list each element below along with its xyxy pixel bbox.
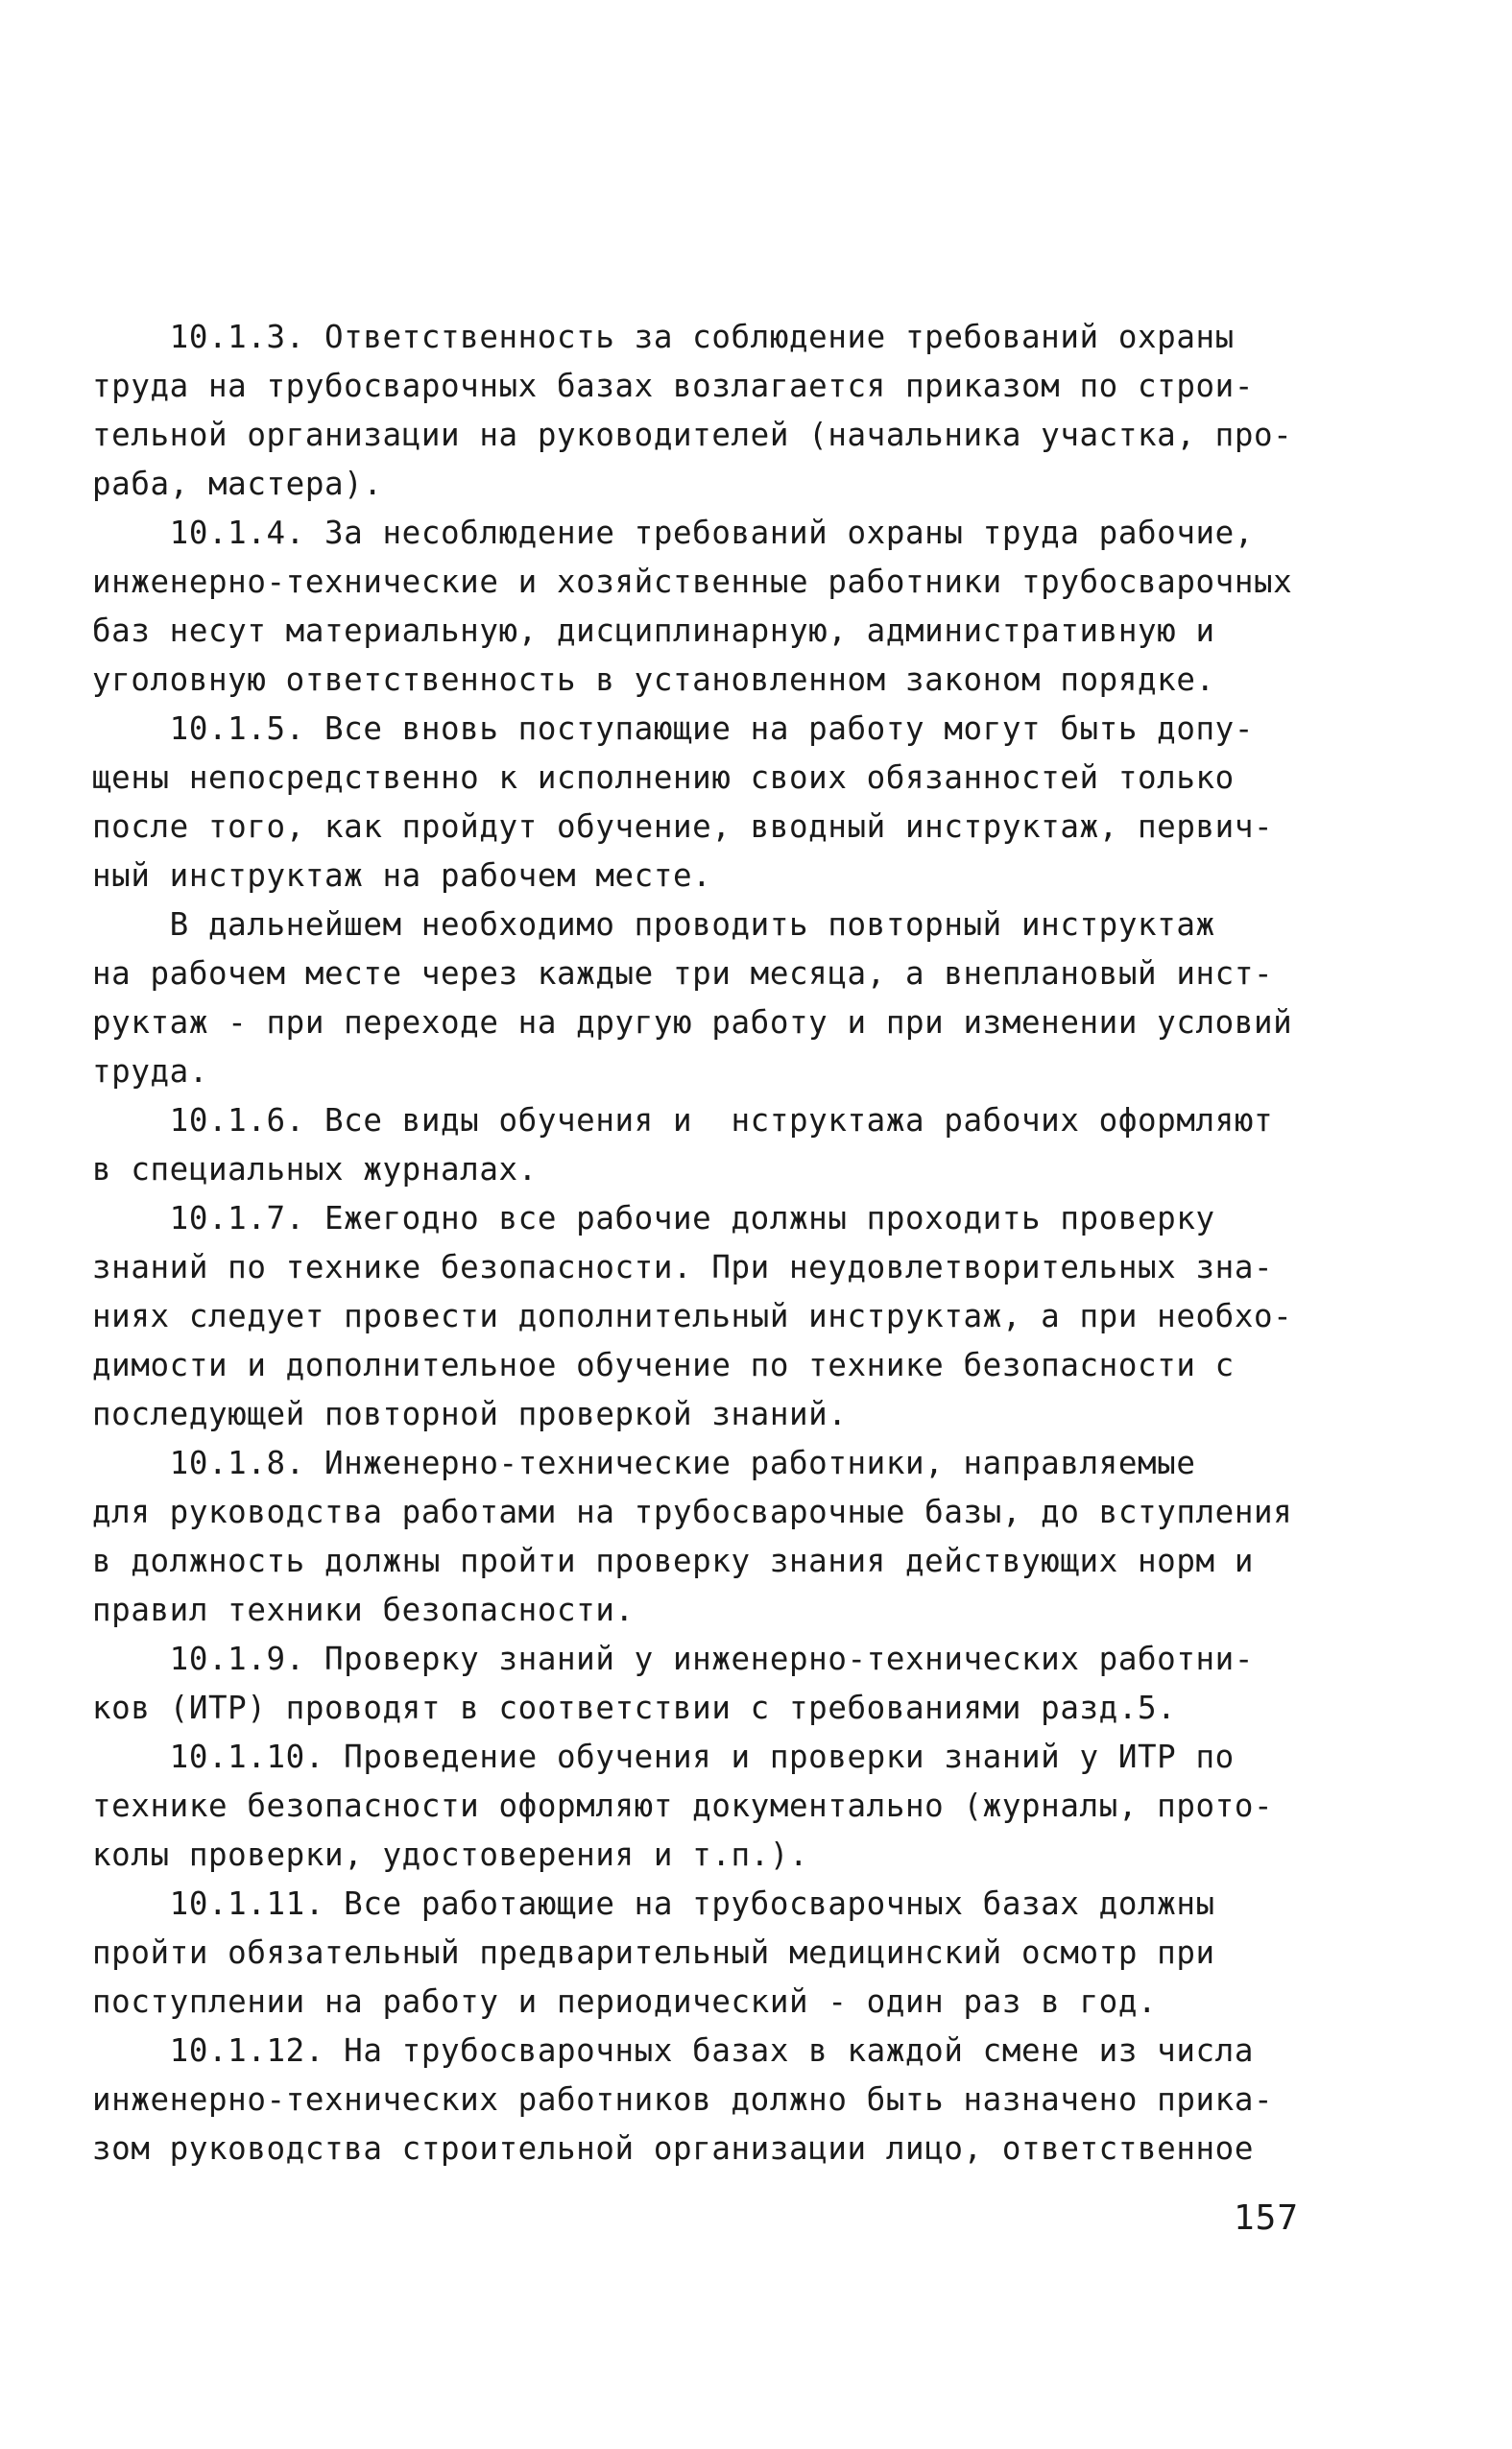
text-line: 10.1.12. На трубосварочных базах в каждой смене из числа [92, 2032, 1254, 2069]
text-line: 10.1.10. Проведение обучения и проверки знаний у ИТР по [92, 1739, 1235, 1775]
text-line: баз несут материальную, дисциплинарную, административную и [92, 612, 1215, 649]
text-line: уголовную ответственность в установленном законом порядке. [92, 661, 1215, 698]
text-line: на рабочем месте через каждые три месяца, а внеплановый инст- [92, 955, 1274, 992]
text-line: ниях следует провести дополнительный инструктаж, а при необхо- [92, 1298, 1293, 1334]
text-line: 10.1.6. Все виды обучения и нструктажа рабочих оформляют [92, 1102, 1274, 1139]
text-line: правил техники безопасности. [92, 1592, 635, 1628]
text-line: 10.1.4. За несоблюдение требований охраны труда рабочие, [92, 515, 1254, 551]
text-line: труда на трубосварочных базах возлагается приказом по строи- [92, 368, 1254, 404]
text-line: раба, мастера). [92, 466, 383, 502]
text-line: В дальнейшем необходимо проводить повторный инструктаж [92, 906, 1215, 943]
text-line: колы проверки, удостоверения и т.п.). [92, 1837, 809, 1873]
text-line: 10.1.3. Ответственность за соблюдение требований охраны [92, 319, 1235, 355]
body-text [92, 313, 1311, 2173]
text-line: тельной организации на руководителей (начальника участка, про- [92, 417, 1293, 453]
text-line: в специальных журналах. [92, 1151, 538, 1188]
text-line: для руководства работами на трубосварочные базы, до вступления [92, 1494, 1293, 1530]
text-line: в должность должны пройти проверку знания действующих норм и [92, 1543, 1254, 1579]
text-line: пройти обязательный предварительный медицинский осмотр при [92, 1934, 1215, 1971]
text-line: знаний по технике безопасности. При неудовлетворительных зна- [92, 1249, 1274, 1285]
text-line: труда. [92, 1053, 208, 1090]
page-number: 157 [1234, 2198, 1300, 2238]
text-line: 10.1.8. Инженерно-технические работники, направляемые [92, 1445, 1196, 1481]
text-line: последующей повторной проверкой знаний. [92, 1396, 848, 1432]
text-line: поступлении на работу и периодический - один раз в год. [92, 1983, 1158, 2020]
text-line: щены непосредственно к исполнению своих обязанностей только [92, 759, 1235, 796]
text-line: зом руководства строительной организации лицо, ответственное [92, 2130, 1254, 2167]
text-line: технике безопасности оформляют документально (журналы, прото- [92, 1788, 1274, 1824]
text-line: 10.1.11. Все работающие на трубосварочных базах должны [92, 1885, 1215, 1922]
text-line: после того, как пройдут обучение, вводный инструктаж, первич- [92, 808, 1274, 845]
text-line: руктаж - при переходе на другую работу и при изменении условий [92, 1004, 1293, 1041]
text-line: димости и дополнительное обучение по технике безопасности с [92, 1347, 1235, 1383]
text-line: 10.1.9. Проверку знаний у инженерно-технических работни- [92, 1641, 1254, 1677]
text-line: инженерно-технических работников должно быть назначено прика- [92, 2081, 1274, 2118]
text-line: ный инструктаж на рабочем месте. [92, 857, 712, 894]
text-line: 10.1.5. Все вновь поступающие на работу могут быть допу- [92, 710, 1254, 747]
text-line: 10.1.7. Ежегодно все рабочие должны проходить проверку [92, 1200, 1215, 1237]
text-line: ков (ИТР) проводят в соответствии с требованиями разд.5. [92, 1690, 1177, 1726]
text-line: инженерно-технические и хозяйственные работники трубосварочных [92, 564, 1293, 600]
